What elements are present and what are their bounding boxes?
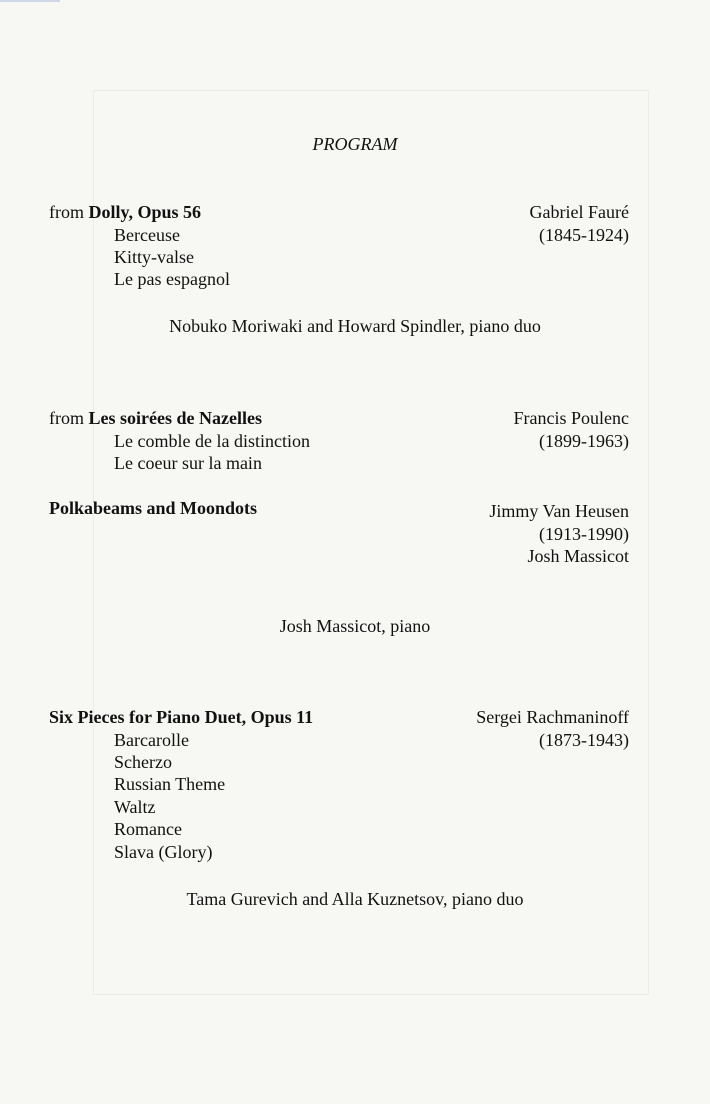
performers: Josh Massicot, piano — [279, 616, 431, 636]
movement-item: Waltz — [114, 797, 156, 817]
composer-dates: (1873-1943) — [539, 730, 629, 750]
composer-dates: (1845-1924) — [539, 225, 629, 245]
piece-prefix: from — [49, 202, 89, 222]
piece-title: Polkabeams and Moondots — [49, 498, 258, 518]
movement-item: Scherzo — [114, 752, 172, 772]
composer-dates: (1913-1990) — [539, 524, 629, 544]
movement-item: Slava (Glory) — [114, 842, 213, 862]
piece-prefix: from — [49, 408, 89, 428]
movement-item: Russian Theme — [114, 774, 226, 794]
piece-title: Six Pieces for Piano Duet, Opus 11 — [49, 707, 314, 727]
composer-name: Francis Poulenc — [513, 408, 629, 428]
movement-item: Le pas espagnol — [114, 269, 230, 289]
composer-name: Sergei Rachmaninoff — [476, 707, 629, 727]
composer-name: Jimmy Van Heusen — [489, 501, 629, 521]
composer-name: Gabriel Fauré — [529, 202, 629, 222]
movement-item: Romance — [114, 819, 182, 839]
program-heading: PROGRAM — [312, 134, 398, 154]
movement-item: Barcarolle — [114, 730, 189, 750]
scan-edge-mark — [0, 0, 60, 2]
performers: Nobuko Moriwaki and Howard Spindler, piano duo — [169, 316, 541, 336]
movement-item: Berceuse — [114, 225, 180, 245]
performers: Tama Gurevich and Alla Kuznetsov, piano duo — [186, 889, 524, 909]
piece-title: Les soirées de Nazelles — [88, 408, 262, 428]
piece-title-line — [49, 407, 262, 429]
piece-title: Dolly, Opus 56 — [88, 202, 202, 222]
composer-dates: (1899-1963) — [539, 431, 629, 451]
movement-item: Le comble de la distinction — [114, 431, 310, 451]
arranger-name: Josh Massicot — [527, 546, 629, 566]
movement-item: Le coeur sur la main — [114, 453, 262, 473]
piece-title-line — [49, 201, 201, 223]
movement-item: Kitty-valse — [114, 247, 194, 267]
